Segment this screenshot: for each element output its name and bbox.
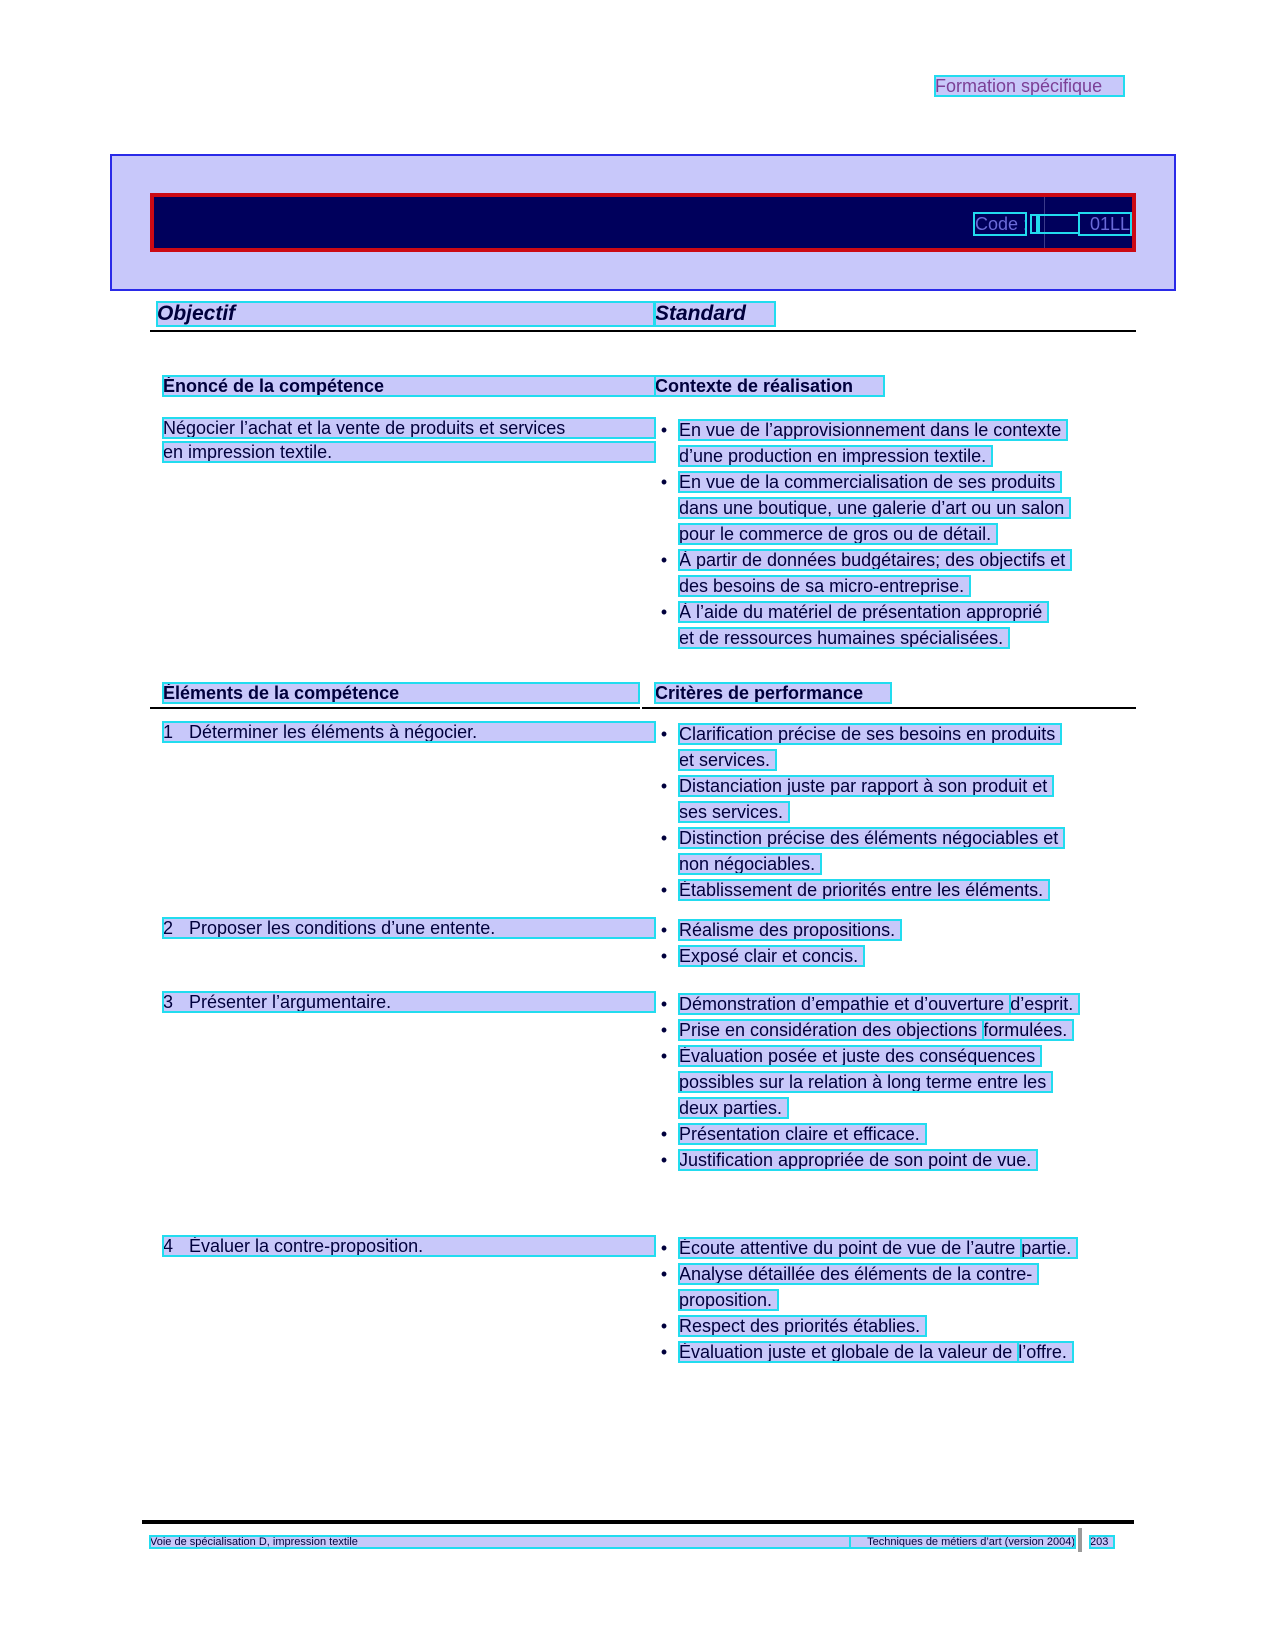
code-label: Code : (975, 214, 1029, 234)
criteria-item (655, 1262, 1125, 1314)
element-number: 3 (163, 992, 174, 1012)
code-separator (1032, 216, 1036, 232)
contexte-line: À partir de données budgétaires; des objectifs et (679, 550, 1071, 570)
footer-right-text: Techniques de métiers d’art (version 2004) (850, 1536, 1075, 1548)
bullet-icon: • (660, 1238, 668, 1258)
criteria-line: partie. (1021, 1238, 1077, 1258)
bullet-icon: • (660, 420, 668, 440)
bullet-icon: • (660, 1316, 668, 1336)
criteria-list (655, 722, 1125, 904)
criteria-item (655, 1122, 1125, 1148)
criteria-line: Distanciation juste par rapport à son produit et (679, 776, 1053, 796)
heading-rule (150, 330, 1136, 332)
contexte-item (655, 548, 1125, 600)
criteria-item (655, 1314, 1125, 1340)
contexte-heading: Contexte de réalisation (655, 376, 884, 396)
criteria-line: Prise en considération des objections (679, 1020, 983, 1040)
contexte-line: À l’aide du matériel de présentation approprié (679, 602, 1048, 622)
criteria-line: Réalisme des propositions. (679, 920, 901, 940)
criteria-item (655, 1018, 1125, 1044)
bullet-icon: • (660, 1020, 668, 1040)
contexte-list (655, 418, 1125, 652)
criteria-line: ses services. (679, 802, 789, 822)
bullet-icon: • (660, 776, 668, 796)
criteria-line: Exposé clair et concis. (679, 946, 864, 966)
criteria-line: l’offre. (1018, 1342, 1073, 1362)
criteria-item (655, 774, 1125, 826)
criteria-item (655, 992, 1125, 1018)
bullet-icon: • (660, 828, 668, 848)
criteria-item (655, 944, 1125, 970)
criteria-line: non négociables. (679, 854, 821, 874)
contexte-line: dans une boutique, une galerie d’art ou un salon (679, 498, 1070, 518)
standard-heading: Standard (655, 302, 775, 326)
criteria-line: et services. (679, 750, 776, 770)
element-label: Proposer les conditions d’une entente. (189, 918, 496, 938)
contexte-line: des besoins de sa micro-entreprise. (679, 576, 970, 596)
criteria-item (655, 1044, 1125, 1122)
contexte-item (655, 600, 1125, 652)
criteria-line: Respect des priorités établies. (679, 1316, 926, 1336)
bullet-icon: • (660, 1124, 668, 1144)
enonce-line: en impression textile. (163, 442, 655, 462)
criteria-line: Évaluation juste et globale de la valeur de (679, 1342, 1018, 1362)
element-label: Déterminer les éléments à négocier. (189, 722, 478, 742)
element-row (163, 1236, 655, 1256)
contexte-line: En vue de l’approvisionnement dans le contexte (679, 420, 1067, 440)
element-number: 1 (163, 722, 174, 742)
criteria-line: Présentation claire et efficace. (679, 1124, 926, 1144)
contexte-item (655, 418, 1125, 470)
criteria-list (655, 992, 1125, 1174)
bullet-icon: • (660, 994, 668, 1014)
contexte-line: En vue de la commercialisation de ses produits (679, 472, 1061, 492)
bullet-icon: • (660, 1150, 668, 1170)
criteria-line: formulées. (983, 1020, 1073, 1040)
code-value: 01LL (1080, 214, 1130, 234)
criteria-item (655, 1340, 1125, 1366)
criteria-list (655, 918, 1125, 970)
enonce-text (163, 418, 655, 466)
criteres-heading: Critères de performance (655, 683, 891, 703)
element-row (163, 918, 655, 938)
bullet-icon: • (660, 946, 668, 966)
contexte-line: et de ressources humaines spécialisées. (679, 628, 1009, 648)
criteria-item (655, 1236, 1125, 1262)
section-label: Formation spécifique (935, 76, 1124, 96)
bullet-icon: • (660, 724, 668, 744)
contexte-line: d’une production en impression textile. (679, 446, 992, 466)
section-rule (150, 707, 1136, 709)
section-rule-gap (640, 707, 642, 709)
element-number: 4 (163, 1236, 174, 1256)
footer-left-text: Voie de spécialisation D, impression textile (150, 1536, 850, 1548)
criteria-line: Évaluation posée et juste des conséquences (679, 1046, 1041, 1066)
elements-heading: Éléments de la compétence (163, 683, 639, 703)
bullet-icon: • (660, 602, 668, 622)
page-number: 203 (1090, 1536, 1114, 1548)
bullet-icon: • (660, 1046, 668, 1066)
criteria-item (655, 826, 1125, 878)
criteria-line: deux parties. (679, 1098, 788, 1118)
footer-rule (142, 1520, 1134, 1524)
element-row (163, 722, 655, 742)
criteria-item (655, 1148, 1125, 1174)
objectif-heading: Objectif (157, 302, 654, 326)
bullet-icon: • (660, 880, 668, 900)
element-number: 2 (163, 918, 174, 938)
element-row (163, 992, 655, 1012)
contexte-line: pour le commerce de gros ou de détail. (679, 524, 997, 544)
criteria-line: d’esprit. (1010, 994, 1079, 1014)
contexte-item (655, 470, 1125, 548)
footer-separator (1078, 1528, 1082, 1552)
bullet-icon: • (660, 472, 668, 492)
criteria-line: proposition. (679, 1290, 778, 1310)
criteria-line: Établissement de priorités entre les éléments. (679, 880, 1049, 900)
bullet-icon: • (660, 1342, 668, 1362)
criteria-line: possibles sur la relation à long terme entre les (679, 1072, 1052, 1092)
element-label: Évaluer la contre-proposition. (189, 1236, 424, 1256)
bullet-icon: • (660, 550, 668, 570)
criteria-item (655, 878, 1125, 904)
criteria-line: Écoute attentive du point de vue de l’autre (679, 1238, 1021, 1258)
bullet-icon: • (660, 1264, 668, 1284)
element-label: Présenter l’argumentaire. (189, 992, 392, 1012)
enonce-line: Négocier l’achat et la vente de produits et services (163, 418, 655, 438)
criteria-line: Clarification précise de ses besoins en produits (679, 724, 1061, 744)
criteria-line: Distinction précise des éléments négociables et (679, 828, 1064, 848)
criteria-list (655, 1236, 1125, 1366)
enonce-heading: Énoncé de la compétence (163, 376, 655, 396)
criteria-line: Justification appropriée de son point de vue. (679, 1150, 1037, 1170)
criteria-line: Démonstration d’empathie et d’ouverture (679, 994, 1010, 1014)
criteria-item (655, 918, 1125, 944)
criteria-item (655, 722, 1125, 774)
criteria-line: Analyse détaillée des éléments de la contre- (679, 1264, 1038, 1284)
code-field (1040, 216, 1078, 232)
bullet-icon: • (660, 920, 668, 940)
